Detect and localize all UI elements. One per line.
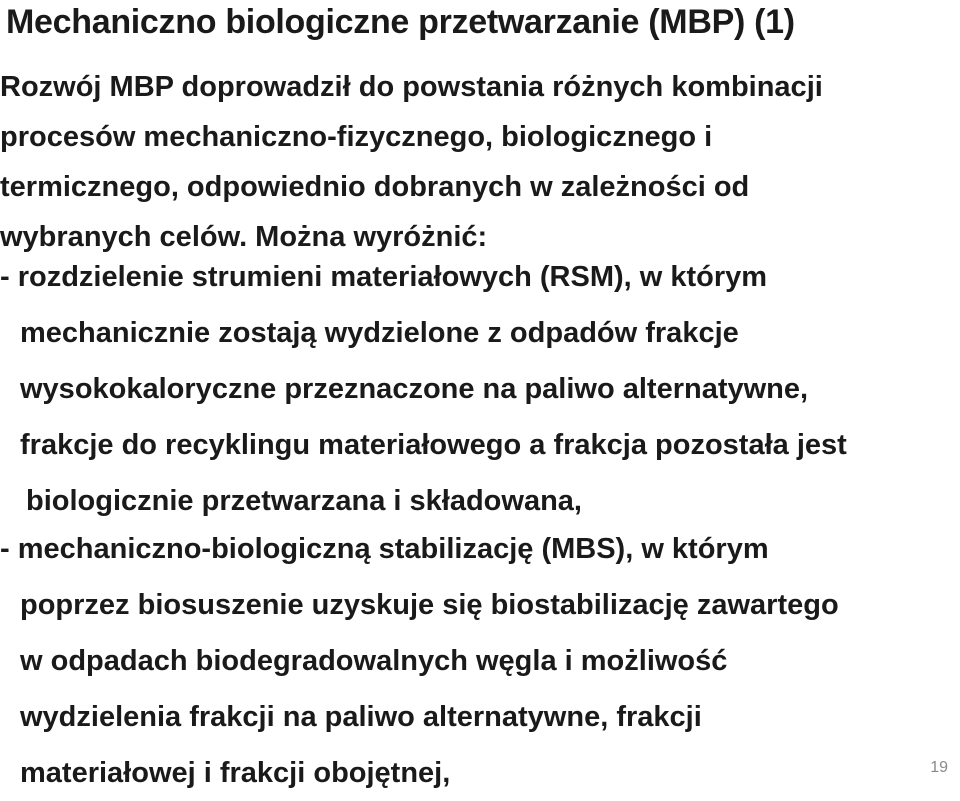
bullet-mbs-line: - mechaniczno-biologiczną stabilizację (MBS), w którym bbox=[0, 533, 769, 565]
bullet-rsm-line: biologicznie przetwarzana i składowana, bbox=[26, 485, 582, 517]
bullet-rsm-line: wysokokaloryczne przeznaczone na paliwo alternatywne, bbox=[20, 373, 809, 405]
page-number: 19 bbox=[930, 759, 948, 776]
intro-line: termicznego, odpowiednio dobranych w zależności od bbox=[0, 171, 750, 203]
slide-title: Mechaniczno biologiczne przetwarzanie (MBP) (1) bbox=[6, 3, 795, 41]
bullet-rsm bbox=[0, 249, 847, 529]
bullet-rsm-line: mechanicznie zostają wydzielone z odpadów frakcje bbox=[20, 317, 739, 349]
bullet-mbs-line: poprzez biosuszenie uzyskuje się biostabilizację zawartego bbox=[20, 589, 839, 621]
bullet-mbs-line: w odpadach biodegradowalnych węgla i możliwość bbox=[20, 645, 728, 677]
bullet-mbs-line: wydzielenia frakcji na paliwo alternatywne, frakcji bbox=[20, 701, 702, 733]
bullet-mbs-line: materiałowej i frakcji obojętnej, bbox=[20, 757, 451, 789]
intro-paragraph bbox=[0, 62, 823, 262]
bullet-rsm-line: frakcje do recyklingu materiałowego a frakcja pozostała jest bbox=[20, 429, 847, 461]
bullet-mbs bbox=[0, 521, 839, 801]
intro-line: Rozwój MBP doprowadził do powstania różnych kombinacji bbox=[0, 71, 823, 103]
intro-line: wybranych celów. Można wyróżnić: bbox=[0, 221, 488, 253]
intro-line: procesów mechaniczno-fizycznego, biologicznego i bbox=[0, 121, 713, 153]
bullet-rsm-line: - rozdzielenie strumieni materiałowych (RSM), w którym bbox=[0, 261, 768, 293]
